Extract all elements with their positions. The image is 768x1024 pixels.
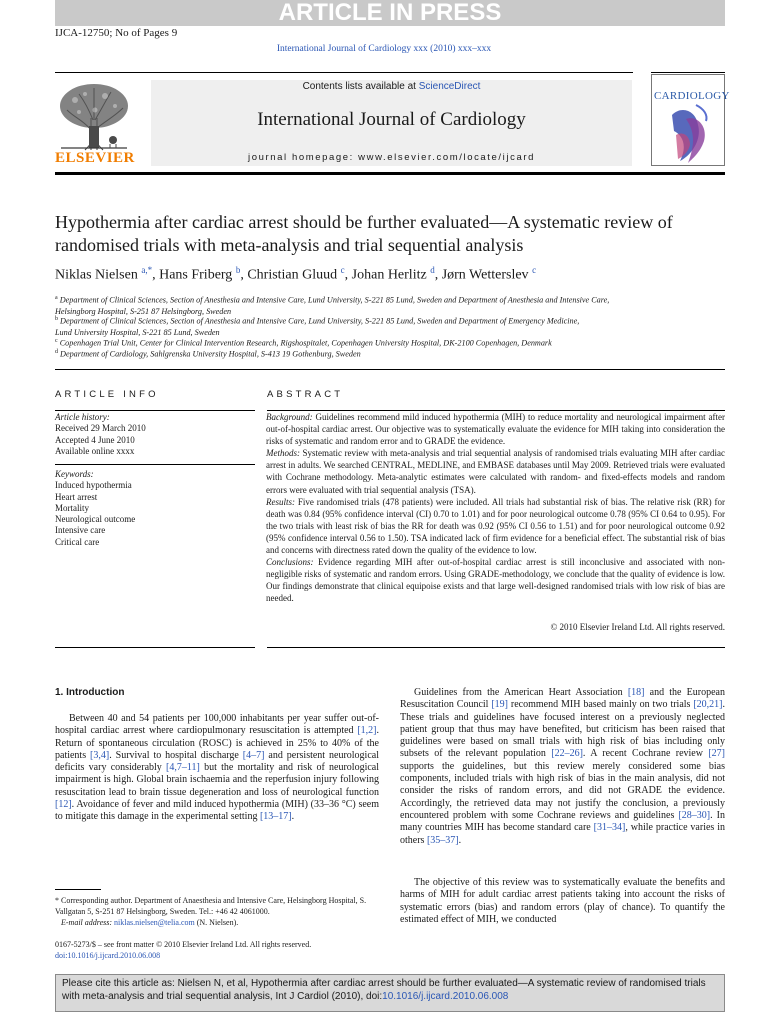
author-affiliation-mark[interactable]: d [430,265,435,275]
doi-link[interactable]: doi:10.1016/j.ijcard.2010.06.008 [55,950,161,960]
affiliation-b: $^b$ Department of Clinical Sciences, Section of Anesthesia and Intensive Care, Lund University, S-221 85 Lund, Sweden and Department of Emergency Medicine, Lund University Hospital, S-221 85 Lund, Sweden [55,316,580,337]
article-title: Hypothermia after cardiac arrest should be further evaluated—A systematic review of randomised trials with meta-analysis and trial sequential analysis [55,212,673,255]
paragraph-text: . Avoidance of fever and mild induced hypothermia (MIH) (33–36 °C) seem to mitigate this damage in the experimental setting [55,799,379,823]
journal-name: International Journal of Cardiology [257,109,526,130]
citation-reference-link[interactable]: [4,7–11] [166,762,200,774]
paragraph-text: and the European Resuscitation Council [400,687,725,711]
contents-line [151,80,632,92]
paragraph-text: . Survival to hospital discharge [109,749,243,761]
citation-reference-link[interactable]: [31–34] [593,822,626,834]
abstract-rule [267,647,725,648]
citation-reference-link[interactable]: [3,4] [90,749,110,761]
keyword: Neurological outcome [55,514,136,525]
info-rule [55,464,255,465]
affiliation-c: $^c$ Copenhagen Trial Unit, Center for Clinical Intervention Research, Rigshospitalet, Copenhagen University Hospital, DK-2100 Copenhagen, Denmark [55,338,552,348]
sciencedirect-link[interactable]: ScienceDirect [418,81,481,92]
paragraph-text: supports the guidelines, but this review merely considered some bias components, included trials with high risk of bias in the main analysis, did not consider the risks of random errors, and did not GRADE the evidence. Accordingly, the retrieved data may not justify the conclusion, a previously encountered problem with some Cochrane reviews and guidelines [400,760,725,821]
keyword: Induced hypothermia [55,480,132,491]
article-info-heading: ARTICLE INFO [55,389,159,400]
article-in-press-banner: ARTICLE IN PRESS [55,0,725,26]
front-matter-info [55,940,385,962]
citation-box [55,974,725,1012]
article-id: IJCA-12750; No of Pages 9 [55,27,178,39]
introduction-paragraph-1 [55,713,379,824]
author-name: Hans Friberg [159,267,236,283]
keyword: Intensive care [55,525,106,536]
paragraph-text: but the mortality and risk of neurological impairment is high. Global brain ischaemia and the reperfusion injury following resuscitation lead to brain tissue degeneration and loss of neurological function [55,762,379,798]
author-affiliation-mark[interactable]: a,* [141,265,153,275]
history-label: Article history: [55,412,110,422]
abstract-copyright: © 2010 Elsevier Ireland Ltd. All rights reserved. [550,622,725,632]
journal-homepage[interactable]: journal homepage: www.elsevier.com/locate/ijcard [248,152,535,163]
author-affiliation-mark[interactable]: b [235,265,241,275]
info-rule [55,647,255,648]
author-name: Johan Herlitz [351,267,431,283]
keyword: Mortality [55,502,89,513]
citation-reference-link[interactable]: [12] [55,799,72,811]
keywords [55,469,135,548]
paragraph-text: Between 40 and 54 patients per 100,000 inhabitants per year suffer out-of-hospital cardiac arrest where cardiopulmonary resuscitation is attempted [55,713,379,737]
masthead-top-rule [55,72,633,73]
paragraph-text: . These trials and guidelines have focused interest on a previously neglected patient group that thus may have benefited, but criticism has been raised that guidelines were based on small trials with high risk of bias including only subsets of the relevant population [400,699,726,760]
affiliation-a: $^a$ Department of Clinical Sciences, Section of Anesthesia and Intensive Care, Lund University, S-221 85 Lund, Sweden and Department of Anesthesia and Intensive Care, Helsingborg Hospital, S-251 87 Helsingborg, Sweden [55,295,610,316]
citation-text: Please cite this article as: Nielsen N, et al, Hypothermia after cardiac arrest should be further evaluated—A systematic review of randomised trials with meta-analysis and trial sequential analysis, Int J Cardiol (2010), doi: [62,978,706,1002]
paragraph-text: . [291,811,295,823]
cover-art [652,75,730,166]
author-affiliation-mark[interactable]: c [532,265,537,275]
masthead-top-rule-cover [651,72,725,73]
abstract-results: Five randomised trials (478 patients) were included. All trials had substantial risk of bias. The relative risk (RR) for death was 0.84 (95% confidence interval (CI) 0.70 to 1.01) and for poor neurological outcome 0.78 (95% CI 0.64 to 0.95). For the two trials with least risk of bias the RR for death was 0.92 (95% CI 0.56 to 1.51) and for poor neurological outcome 0.92 (95% confidence interval 0.56 to 1.50). TSA indicated lack of firm evidence for a beneficial effect. The substantial risk of bias and concerns with directness rated down the quality of the evidence to low. [266,496,725,556]
paragraph-text: recommend MIH based mainly on two trials [508,699,694,711]
author-name: Christian Gluud [247,267,341,283]
email-link[interactable]: niklas.nielsen@telia.com [114,917,195,927]
paragraph-text: . Return of spontaneous circulation (ROSC) is achieved in 25% to 40% of the patients [55,725,379,761]
masthead-bottom-rule [55,172,725,175]
citation-reference-link[interactable]: [4–7] [242,749,265,761]
info-rule [55,410,255,411]
paragraph-text: and persistent neurological deficits vary considerably [55,749,379,774]
abstract-methods: Systematic review with meta-analysis and trial sequential analysis of randomised trials evaluating MIH after cardiac arrest in adults. We searched CENTRAL, MEDLINE, and EMBASE databases until May 2009. Retrieved trials were evaluated with Cochrane methodology. Meta-analytic estimates were calculated with random- and fixed-effects models and random errors were evaluated with trial sequential analysis (TSA). [266,448,725,495]
keyword: Heart arrest [55,491,98,502]
citation-reference-link[interactable]: [1,2] [357,725,377,737]
issn-line: 0167-5273/$ – see front matter © 2010 Elsevier Ireland Ltd. All rights reserved. [55,940,312,949]
abstract-background: Guidelines recommend mild induced hypothermia (MIH) to reduce mortality and neurological impairment after out-of-hospital cardiac arrest. Our objective was to systematically evaluate the evidence for MIH taking into consideration the risks of systematic and random error and to GRADE the evidence. [266,412,725,447]
citation-reference-link[interactable]: [35–37] [426,834,459,846]
author-name: Niklas Nielsen [55,267,142,283]
paragraph-text: . In many countries MIH has become standard care [400,809,725,834]
introduction-paragraph-3: The objective of this review was to systematically evaluate the benefits and harms of MIH for adult cardiac arrest patients taking into account the risks of systematic errors (bias) and random errors (play of chance). To quantify the estimated effect of MIH, we conducted [400,877,725,925]
corresponding-author-footnote: * Corresponding author. Department of Anaesthesia and Intensive Care, Helsingborg Hospital, S. Vallgatan 5, S-251 87 Helsingborg, Sweden. Tel.: +46 42 4061000. E-mail address: niklas.nielsen@telia.com (N. Nielsen). [55,896,367,927]
keywords-label: Keywords: [55,469,94,479]
abstract-heading: ABSTRACT [267,389,344,400]
keyword: Critical care [55,536,100,547]
online-date: Available online xxxx [55,445,135,456]
author-name: Jørn Wetterslev [441,267,533,283]
citation-reference-link[interactable]: [22–26] [551,748,583,760]
paragraph-text: . A recent Cochrane review [582,748,709,760]
abstract-conclusions: Evidence regarding MIH after out-of-hospital cardiac arrest is still inconclusive and associated with non-negligible risks of systematic and random errors. Using GRADE-methodology, we conclude that the quality of evidence is low. Our findings demonstrate that clinical equipoise exists and that large well-designed randomised trials with low risk of bias are needed. [266,557,726,604]
cover-title: CARDIOLOGY [654,90,730,102]
citation-doi-link[interactable]: 10.1016/j.ijcard.2010.06.008 [382,990,509,1002]
accepted-date: Accepted 4 June 2010 [55,434,135,445]
abstract-body: Background: Guidelines recommend mild induced hypothermia (MIH) to reduce mortality and neurological impairment after out-of-hospital cardiac arrest. Our objective was to systematically evaluate the evidence for MIH taking into consideration the risks of systematic and random error and to GRADE the evidence. Methods: Systematic review with meta-analysis and trial sequential analysis of randomised trials evaluating MIH after cardiac arrest in adults. We searched CENTRAL, MEDLINE, and EMBASE databases until May 2009. Retrieved trials were evaluated with Cochrane methodology. Meta-analytic estimates were calculated with random- and fixed-effects models and random errors were evaluated with trial sequential analysis (TSA). Results: Five randomised trials (478 patients) were included. All trials had substantial risk of bias. The relative risk (RR) for death was 0.84 (95% confidence interval (CI) 0.70 to 1.01) and for poor neurological outcome 0.78 (95% CI 0.64 to 0.95). For the two trials with least risk of bias the RR for death was 0.92 (95% CI 0.56 to 1.51) and for poor neurological outcome 0.92 (95% confidence interval 0.56 to 1.50). TSA indicated lack of firm evidence for a beneficial effect. The substantial risk of bias and concerns with directness rated down the quality of the evidence to low. Conclusions: Evidence regarding MIH after out-of-hospital cardiac arrest is still inconclusive and associated with non-negligible risks of systematic and random errors. Using GRADE-methodology, we conclude that the quality of evidence is low. Our findings demonstrate that clinical equipoise exists and that large well-designed randomised trials with low risk of bias are needed. [266,412,726,604]
paragraph-text: . [458,834,462,846]
footnote-rule [55,889,101,890]
citation-reference-link[interactable]: [18] [627,687,645,698]
contents-prefix: Contents lists available at [302,81,419,92]
introduction-paragraph-2 [400,687,725,847]
affiliation-d: $^d$ Department of Cardiology, Sahlgrenska University Hospital, S-413 19 Gothenburg, Sweden [55,349,361,359]
citation-reference-link[interactable]: [27] [708,748,725,760]
citation-reference-link[interactable]: [19] [491,699,509,711]
journal-reference-link[interactable]: International Journal of Cardiology xxx (2010) xxx–xxx [276,44,492,54]
article-history [55,412,146,457]
author-list: Niklas Nielsen $^{a,*}$, Hans Friberg $^b$, Christian Gluud $^c$, Johan Herlitz $^d$, Jørn Wetterslev $^c$ [55,265,537,283]
author-affiliation-mark[interactable]: c [340,265,345,275]
elsevier-wordmark: ELSEVIER [55,150,135,166]
citation-reference-link[interactable]: [13–17] [259,811,292,823]
paragraph-text: Guidelines from the American Heart Association [414,687,628,698]
citation-reference-link[interactable]: [28–30] [678,809,711,821]
introduction-heading: 1. Introduction [55,687,125,698]
citation-reference-link[interactable]: [20,21] [693,699,723,711]
section-divider [55,369,725,370]
paragraph-text: , while practice varies in others [400,822,725,846]
journal-cover-image [651,74,730,166]
received-date: Received 29 March 2010 [55,423,146,434]
